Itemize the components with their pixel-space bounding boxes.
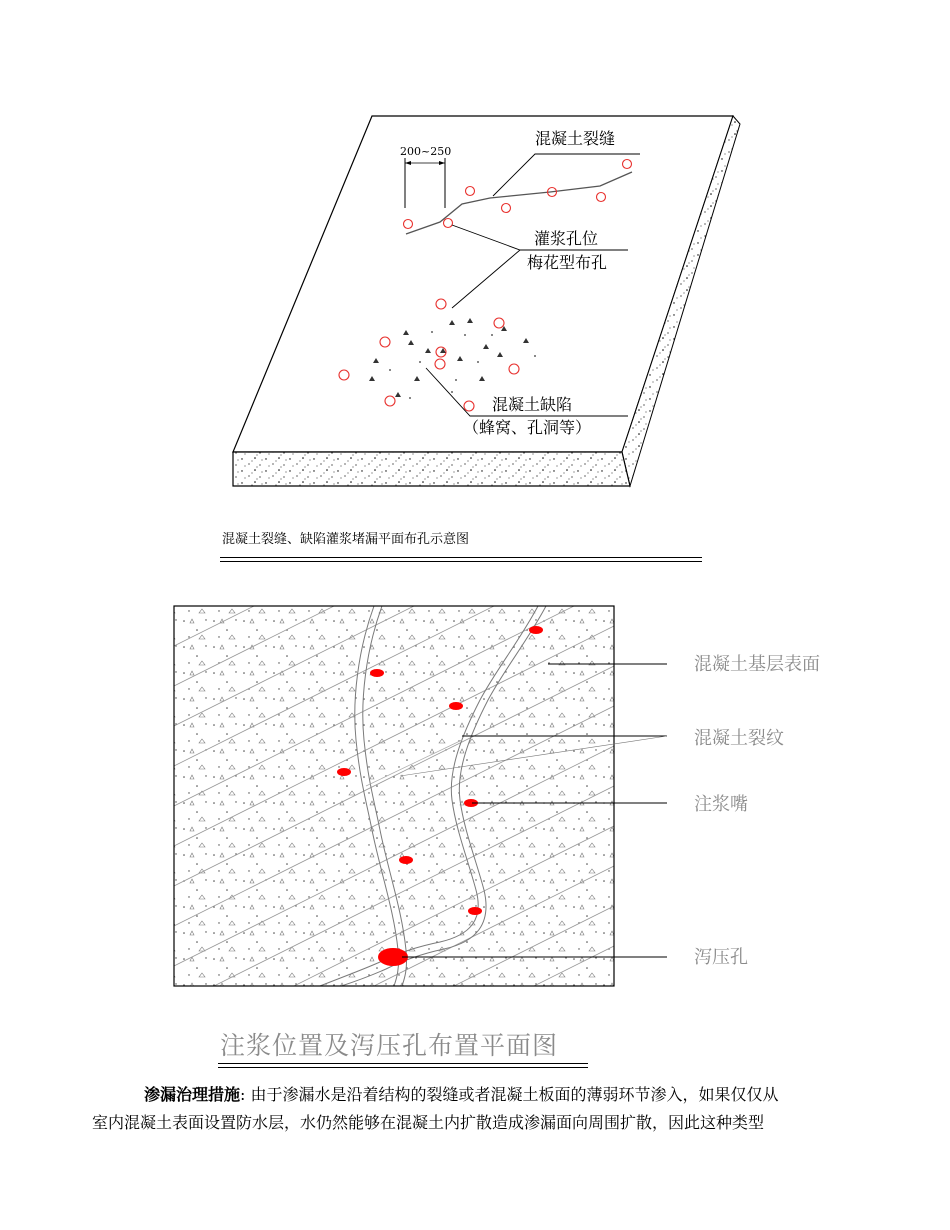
slab-front-face — [233, 452, 630, 486]
label-defect-2: （蜂窝、孔洞等） — [463, 418, 592, 437]
paragraph-line-1 — [144, 1082, 904, 1108]
label-crack2: 混凝土裂纹 — [694, 728, 784, 749]
label-nozzle: 注浆嘴 — [694, 794, 748, 815]
label-relief: 泻压孔 — [694, 947, 748, 968]
figure1-caption: 混凝土裂缝、缺陷灌浆堵漏平面布孔示意图 — [222, 532, 470, 547]
figure2-grout-diagram — [0, 590, 950, 1010]
label-crack: 混凝土裂缝 — [535, 129, 616, 148]
label-surface: 混凝土基层表面 — [694, 654, 820, 675]
paragraph-line1-text: : 由于渗漏水是沿着结构的裂缝或者混凝土板面的薄弱环节渗入，如果仅仅从 — [240, 1085, 779, 1104]
paragraph-lead: 渗漏治理措施 — [144, 1085, 241, 1104]
paragraph-line-2: 室内混凝土表面设置防水层，水仍然能够在混凝土内扩散造成渗漏面向周围扩散，因此这种类型 — [92, 1113, 765, 1132]
slab-top-face — [233, 116, 733, 452]
dimension-label: 200~250 — [400, 145, 452, 158]
caption2-rule-top — [218, 1063, 588, 1064]
label-holes-1: 灌浆孔位 — [534, 229, 599, 248]
figure1-slab-diagram — [0, 0, 950, 520]
label-defect-1: 混凝土缺陷 — [492, 395, 573, 414]
caption1-rule-bottom — [220, 561, 702, 562]
figure2-caption: 注浆位置及泻压孔布置平面图 — [220, 1031, 559, 1060]
caption1-rule-top — [220, 557, 702, 558]
label-holes-2: 梅花型布孔 — [527, 253, 608, 272]
caption2-rule-bottom — [218, 1067, 588, 1068]
